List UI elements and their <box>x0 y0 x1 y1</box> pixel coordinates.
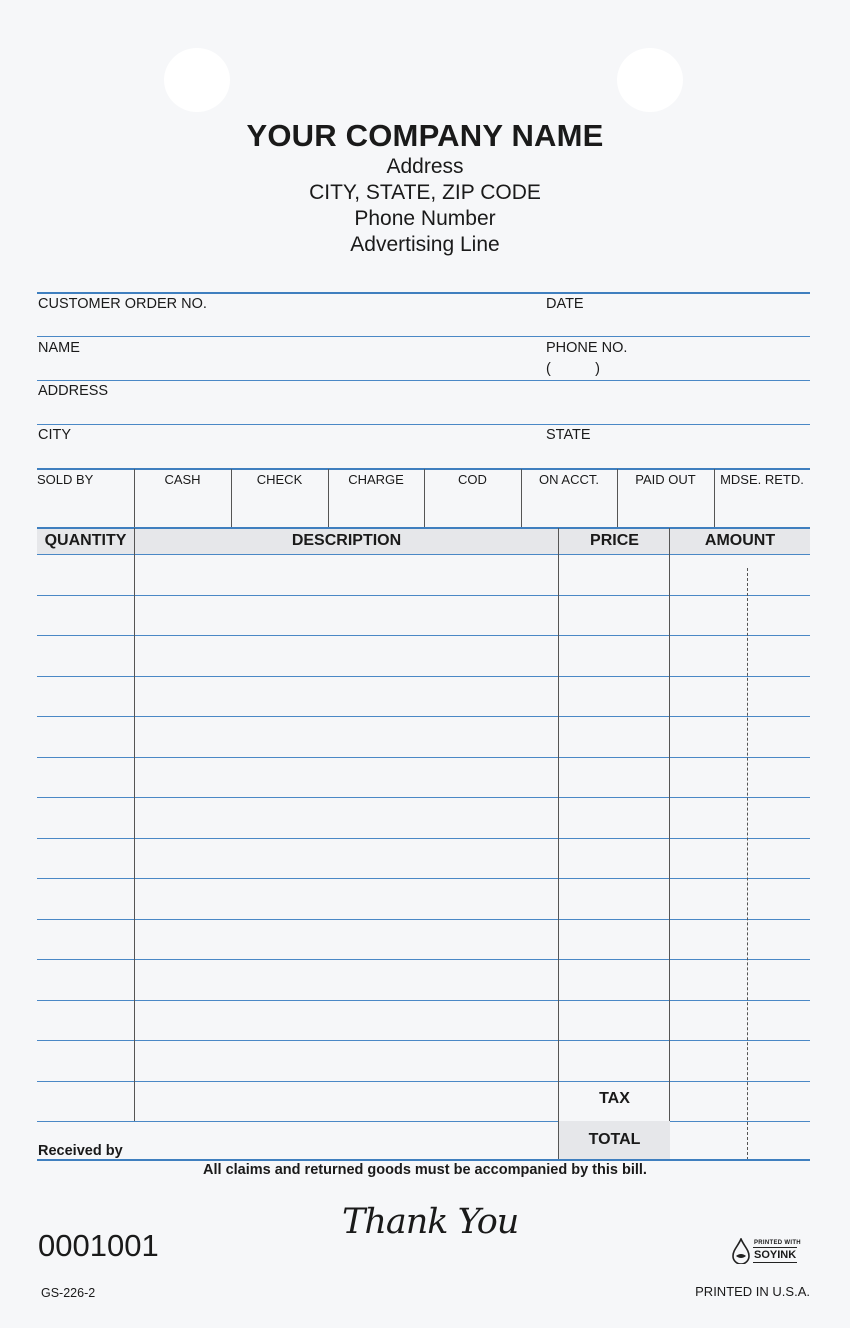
tax-label: TAX <box>599 1090 630 1107</box>
form-rule <box>37 336 810 337</box>
form-rule <box>37 424 810 425</box>
city-field[interactable]: CITY <box>38 427 72 443</box>
table-row[interactable] <box>37 757 810 758</box>
quantity-header: QUANTITY <box>44 532 127 549</box>
address-field[interactable]: ADDRESS <box>38 383 109 399</box>
form-number: GS-226-2 <box>41 1286 96 1300</box>
table-row[interactable] <box>37 838 810 839</box>
customer-order-no-field[interactable]: CUSTOMER ORDER NO. <box>38 296 207 312</box>
company-phone: Phone Number <box>354 207 496 230</box>
table-row[interactable] <box>37 878 810 879</box>
amount-header: AMOUNT <box>704 532 776 549</box>
paid-out-box[interactable]: PAID OUT <box>635 472 696 487</box>
company-name: YOUR COMPANY NAME <box>246 118 604 153</box>
table-row[interactable] <box>37 676 810 677</box>
thank-you-script: Thank You <box>342 1202 519 1242</box>
phone-area-code: ( ) <box>546 361 600 377</box>
table-row[interactable] <box>37 716 810 717</box>
column-divider <box>134 469 135 528</box>
received-by-field[interactable]: Received by <box>38 1143 123 1159</box>
table-row[interactable] <box>37 1000 810 1001</box>
punch-hole-right <box>617 48 683 112</box>
date-field[interactable]: DATE <box>546 296 584 312</box>
column-divider <box>714 469 715 528</box>
table-row[interactable] <box>37 1081 810 1082</box>
soy-ink-text-bottom: SOYINK <box>754 1249 797 1261</box>
serial-number: 0001001 <box>38 1228 159 1263</box>
quantity-column-divider <box>134 528 135 1121</box>
column-divider <box>617 469 618 528</box>
soy-ink-text-top: PRINTED WITH <box>754 1240 801 1246</box>
company-address: Address <box>386 155 464 178</box>
total-label: TOTAL <box>588 1131 641 1148</box>
printed-in-usa: PRINTED IN U.S.A. <box>695 1284 810 1299</box>
cents-dashed-divider <box>747 568 748 1160</box>
charge-box[interactable]: CHARGE <box>348 472 404 487</box>
column-divider <box>231 469 232 528</box>
cod-box[interactable]: COD <box>458 472 487 487</box>
soy-drop-icon <box>732 1238 750 1264</box>
merchandise-returned-box[interactable]: MDSE. RETD. <box>720 472 804 487</box>
on-account-box[interactable]: ON ACCT. <box>539 472 599 487</box>
form-rule <box>37 1159 810 1161</box>
description-header: DESCRIPTION <box>291 532 402 549</box>
sold-by-field[interactable]: SOLD BY <box>37 472 94 487</box>
check-box[interactable]: CHECK <box>256 472 303 487</box>
table-row[interactable] <box>37 635 810 636</box>
table-row[interactable] <box>37 1040 810 1041</box>
state-field[interactable]: STATE <box>546 427 591 443</box>
table-row[interactable] <box>37 1121 810 1122</box>
punch-hole-left <box>164 48 230 112</box>
company-header <box>0 118 850 258</box>
table-row[interactable] <box>37 959 810 960</box>
description-column-divider <box>558 528 559 1160</box>
price-column-divider <box>669 528 670 1160</box>
price-header: PRICE <box>590 532 639 549</box>
table-row[interactable] <box>37 797 810 798</box>
form-rule <box>37 554 810 555</box>
soy-ink-logo <box>732 1236 806 1268</box>
company-city-line: CITY, STATE, ZIP CODE <box>309 181 541 204</box>
column-divider <box>424 469 425 528</box>
company-advertising: Advertising Line <box>350 233 500 256</box>
table-row[interactable] <box>37 919 810 920</box>
form-rule <box>37 380 810 381</box>
form-rule <box>37 292 810 294</box>
table-row[interactable] <box>37 595 810 596</box>
claims-note: All claims and returned goods must be accompanied by this bill. <box>203 1162 647 1178</box>
form-rule <box>37 527 810 529</box>
column-divider <box>521 469 522 528</box>
phone-no-field[interactable]: PHONE NO. <box>546 340 628 356</box>
column-divider <box>328 469 329 528</box>
name-field[interactable]: NAME <box>38 340 80 356</box>
cash-box[interactable]: CASH <box>164 472 201 487</box>
